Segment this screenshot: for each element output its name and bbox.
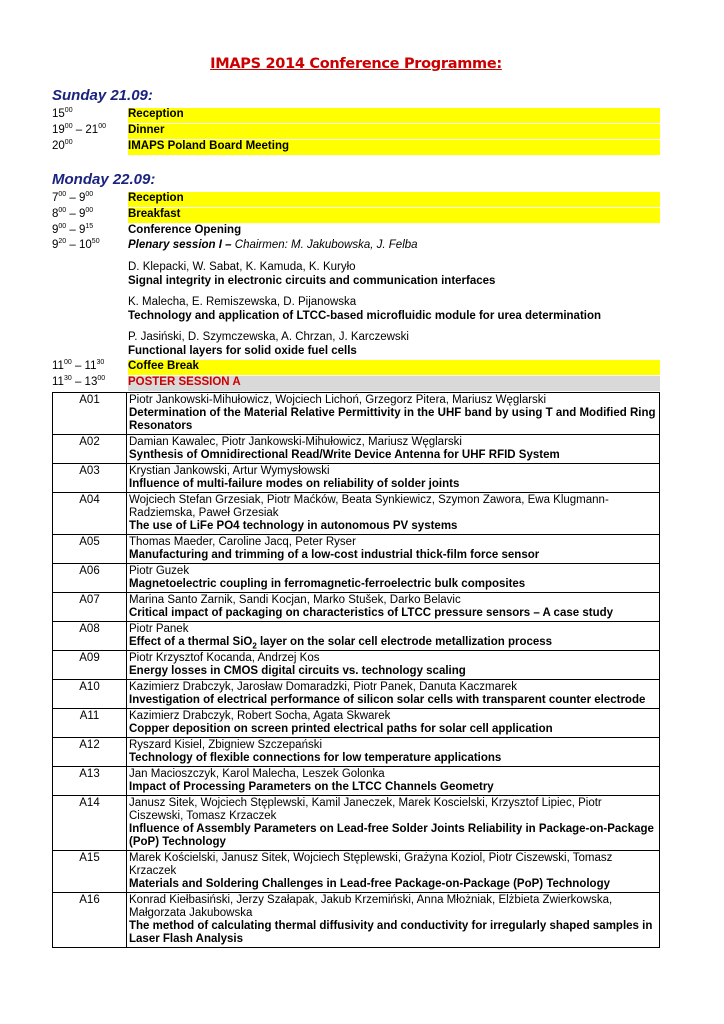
talk-title: Functional layers for solid oxide fuel cells xyxy=(128,345,357,357)
poster-title: The use of LiFe PO4 technology in autonomous PV systems xyxy=(129,520,458,532)
poster-code: A06 xyxy=(53,564,127,593)
poster-authors: Konrad Kiełbasiński, Jerzy Szałapak, Jakub Krzemiński, Anna Młożniak, Elżbieta Zwierkowska, Małgorzata Jakubowska xyxy=(129,894,613,919)
table-row xyxy=(53,651,660,680)
row-time: $9^{00} - 9^{15}$ xyxy=(52,223,94,236)
poster-cell xyxy=(127,709,660,738)
poster-code: A11 xyxy=(53,709,127,738)
poster-authors: Janusz Sitek, Wojciech Stęplewski, Kamil Janeczek, Marek Koscielski, Krzysztof Lipiec, Piotr Ciszewski, Tomasz Krzaczek xyxy=(129,797,602,822)
poster-authors: Thomas Maeder, Caroline Jacq, Peter Ryser xyxy=(129,536,356,548)
table-row xyxy=(53,435,660,464)
schedule-row xyxy=(52,239,660,254)
poster-code: A14 xyxy=(53,796,127,851)
poster-code: A16 xyxy=(53,893,127,948)
talk-title: Signal integrity in electronic circuits and communication interfaces xyxy=(128,275,496,287)
schedule-row xyxy=(52,140,660,155)
row-time: $9^{20} - 10^{50}$ xyxy=(52,238,100,251)
row-time: $11^{30} - 13^{00}$ xyxy=(52,375,106,388)
table-row xyxy=(53,464,660,493)
poster-authors: Jan Macioszczyk, Karol Malecha, Leszek Golonka xyxy=(129,768,385,780)
page-title: IMAPS 2014 Conference Programme: xyxy=(210,56,502,72)
schedule-row xyxy=(52,192,660,207)
table-row xyxy=(53,796,660,851)
poster-cell xyxy=(127,493,660,535)
poster-cell xyxy=(127,738,660,767)
poster-title: Materials and Soldering Challenges in Lead-free Package-on-Package (PoP) Technology xyxy=(129,878,610,890)
poster-cell xyxy=(127,767,660,796)
poster-title: Determination of the Material Relative Permittivity in the UHF band by using T and Modified Ring Resonators xyxy=(129,407,656,432)
poster-cell xyxy=(127,893,660,948)
talk-authors: K. Malecha, E. Remiszewska, D. Pijanowska xyxy=(128,296,357,308)
row-event: IMAPS Poland Board Meeting xyxy=(128,140,660,155)
table-row xyxy=(53,535,660,564)
day-heading-sunday: Sunday 21.09: xyxy=(52,87,153,104)
poster-table xyxy=(52,392,660,948)
poster-code: A04 xyxy=(53,493,127,535)
poster-authors: Piotr Panek xyxy=(129,623,189,635)
poster-cell xyxy=(127,393,660,435)
poster-authors: Ryszard Kisiel, Zbigniew Szczepański xyxy=(129,739,323,751)
table-row xyxy=(53,680,660,709)
plenary-talk xyxy=(128,260,660,288)
poster-title: Energy losses in CMOS digital circuits vs. technology scaling xyxy=(129,665,466,677)
row-event: Reception xyxy=(128,192,660,207)
row-time: $20^{00}$ xyxy=(52,139,73,152)
plenary-talk xyxy=(128,330,660,358)
poster-code: A01 xyxy=(53,393,127,435)
poster-cell xyxy=(127,593,660,622)
schedule-row xyxy=(52,224,660,239)
talk-authors: D. Klepacki, W. Sabat, K. Kamuda, K. Kuryło xyxy=(128,261,356,273)
table-row xyxy=(53,767,660,796)
table-row xyxy=(53,738,660,767)
poster-code: A13 xyxy=(53,767,127,796)
poster-title: Investigation of electrical performance of silicon solar cells with transparent counter electrode xyxy=(129,694,646,706)
table-row xyxy=(53,393,660,435)
poster-cell xyxy=(127,435,660,464)
poster-code: A15 xyxy=(53,851,127,893)
poster-title: Copper deposition on screen printed electrical paths for solar cell application xyxy=(129,723,553,735)
row-event: Reception xyxy=(128,108,660,123)
row-time: $11^{00} - 11^{30}$ xyxy=(52,359,105,372)
poster-cell xyxy=(127,535,660,564)
schedule-row xyxy=(52,108,660,123)
poster-title: Influence of multi-failure modes on reliability of solder joints xyxy=(129,478,460,490)
poster-authors: Marina Santo Zarnik, Sandi Kocjan, Marko Stušek, Darko Belavic xyxy=(129,594,461,606)
poster-authors: Marek Kościelski, Janusz Sitek, Wojciech Stęplewski, Grażyna Koziol, Piotr Ciszewski, Tomasz Krzaczek xyxy=(129,852,613,877)
poster-title: Manufacturing and trimming of a low-cost industrial thick-film force sensor xyxy=(129,549,540,561)
poster-authors: Kazimierz Drabczyk, Jarosław Domaradzki, Piotr Panek, Danuta Kaczmarek xyxy=(129,681,517,693)
row-time: $8^{00} - 9^{00}$ xyxy=(52,207,94,220)
poster-code: A07 xyxy=(53,593,127,622)
row-time: $15^{00}$ xyxy=(52,107,73,120)
row-event: Conference Opening xyxy=(128,224,242,236)
row-event: Coffee Break xyxy=(128,360,660,375)
plenary-talk xyxy=(128,295,660,323)
schedule-row-poster-session xyxy=(52,376,660,391)
poster-authors: Kazimierz Drabczyk, Robert Socha, Agata Skwarek xyxy=(129,710,391,722)
poster-title: Technology of flexible connections for low temperature applications xyxy=(129,752,502,764)
talk-authors: P. Jasiński, D. Szymczewska, A. Chrzan, J. Karczewski xyxy=(128,331,409,343)
poster-title: Influence of Assembly Parameters on Lead-free Solder Joints Reliability in Package-on-Package (PoP) Technology xyxy=(129,823,654,848)
poster-authors: Krystian Jankowski, Artur Wymysłowski xyxy=(129,465,330,477)
poster-code: A08 xyxy=(53,622,127,651)
row-event: Plenary session I – Chairmen: M. Jakubowska, J. Felba xyxy=(128,239,418,251)
poster-authors: Piotr Guzek xyxy=(129,565,190,577)
poster-cell xyxy=(127,464,660,493)
talk-title: Technology and application of LTCC-based microfluidic module for urea determination xyxy=(128,310,602,322)
poster-title: Effect of a thermal SiO$_2$ layer on the solar cell electrode metallization process xyxy=(129,636,553,651)
table-row xyxy=(53,564,660,593)
table-row xyxy=(53,851,660,893)
poster-cell xyxy=(127,796,660,851)
table-row xyxy=(53,593,660,622)
poster-code: A12 xyxy=(53,738,127,767)
poster-cell xyxy=(127,564,660,593)
row-event: POSTER SESSION A xyxy=(128,376,660,391)
poster-title: Critical impact of packaging on characteristics of LTCC pressure sensors – A case study xyxy=(129,607,614,619)
schedule-row xyxy=(52,208,660,223)
row-time: $7^{00} - 9^{00}$ xyxy=(52,191,94,204)
table-row xyxy=(53,893,660,948)
poster-title: Synthesis of Omnidirectional Read/Write Device Antenna for UHF RFID System xyxy=(129,449,560,461)
poster-authors: Wojciech Stefan Grzesiak, Piotr Maćków, Beata Synkiewicz, Szymon Zawora, Ewa Klugmann-Radziemska, Paweł Grzesiak xyxy=(129,494,609,519)
poster-code: A10 xyxy=(53,680,127,709)
poster-code: A05 xyxy=(53,535,127,564)
poster-code: A09 xyxy=(53,651,127,680)
poster-title: The method of calculating thermal diffusivity and conductivity for irregularly shaped samples in Laser Flash Analysis xyxy=(129,920,653,945)
poster-title: Impact of Processing Parameters on the LTCC Channels Geometry xyxy=(129,781,494,793)
poster-authors: Damian Kawalec, Piotr Jankowski-Mihułowicz, Mariusz Węglarski xyxy=(129,436,462,448)
poster-cell xyxy=(127,680,660,709)
poster-authors: Piotr Jankowski-Mihułowicz, Wojciech Lichoń, Grzegorz Pitera, Mariusz Węglarski xyxy=(129,394,547,406)
row-event: Breakfast xyxy=(128,208,660,223)
poster-title: Magnetoelectric coupling in ferromagnetic-ferroelectric bulk composites xyxy=(129,578,526,590)
day-heading-monday: Monday 22.09: xyxy=(52,171,156,188)
row-time: $19^{00} - 21^{00}$ xyxy=(52,123,106,136)
table-row xyxy=(53,709,660,738)
schedule-row xyxy=(52,124,660,139)
poster-code: A03 xyxy=(53,464,127,493)
poster-code: A02 xyxy=(53,435,127,464)
poster-cell xyxy=(127,622,660,651)
poster-cell xyxy=(127,651,660,680)
table-row xyxy=(53,493,660,535)
schedule-row-coffee xyxy=(52,360,660,375)
table-row xyxy=(53,622,660,651)
poster-cell xyxy=(127,851,660,893)
row-event: Dinner xyxy=(128,124,660,139)
poster-authors: Piotr Krzysztof Kocanda, Andrzej Kos xyxy=(129,652,320,664)
